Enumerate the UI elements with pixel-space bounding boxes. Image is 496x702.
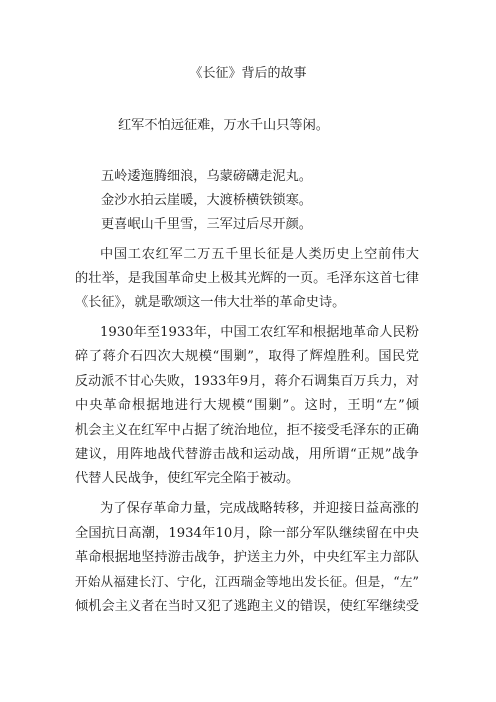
poem-opening-line: 红军不怕远征难，万水千山只等闲。 (118, 118, 329, 133)
paragraph-line: 中央革命根据地进行大规模“围剿”。这时，王明“左”倾 (75, 398, 419, 413)
paragraph-line: 建议，用阵地战代替游击战和运动战，用所谓“正规”战争 (75, 447, 419, 462)
poem-line: 金沙水拍云崖暖，大渡桥横铁锁寒。 (101, 193, 312, 208)
paragraph-line: 代替人民战争，使红军完全陷于被动。 (75, 471, 300, 486)
paragraph-line: 倾机会主义者在当时又犯了逃跑主义的错误，使红军继续受 (75, 599, 419, 614)
paragraph-line: 1930年至1933年，中国工农红军和根据地革命人民粉 (100, 325, 419, 340)
paragraph-line: 为了保存革命力量，完成战略转移，并迎接日益高涨的 (100, 501, 419, 516)
poem-line: 五岭逶迤腾细浪，乌蒙磅礴走泥丸。 (101, 169, 312, 184)
paragraph-line: 中国工农红军二万五千里长征是人类历史上空前伟大 (100, 247, 419, 262)
paragraph-line: 的壮举，是我国革命史上极其光辉的一页。毛泽东这首七律 (75, 271, 419, 286)
paragraph-line: 机会主义在红军中占据了统治地位，拒不接受毛泽东的正确 (75, 423, 419, 438)
paragraph-line: 全国抗日高潮，1934年10月，除一部分军队继续留在中央 (75, 526, 419, 541)
paragraph-line: 《长征》，就是歌颂这一伟大壮举的革命史诗。 (75, 295, 346, 310)
document-title: 《长征》背后的故事 (189, 66, 307, 81)
poem-line: 更喜岷山千里雪，三军过后尽开颜。 (101, 217, 312, 232)
paragraph-line: 革命根据地坚持游击战争，护送主力外，中央红军主力部队 (75, 550, 419, 565)
paragraph-line: 碎了蒋介石四次大规模“围剿”，取得了辉煌胜利。国民党 (75, 349, 419, 364)
paragraph-line: 开始从福建长汀、宁化，江西瑞金等地出发长征。但是，“左” (75, 574, 419, 589)
paragraph-line: 反动派不甘心失败，1933年9月，蒋介石调集百万兵力，对 (75, 374, 419, 389)
